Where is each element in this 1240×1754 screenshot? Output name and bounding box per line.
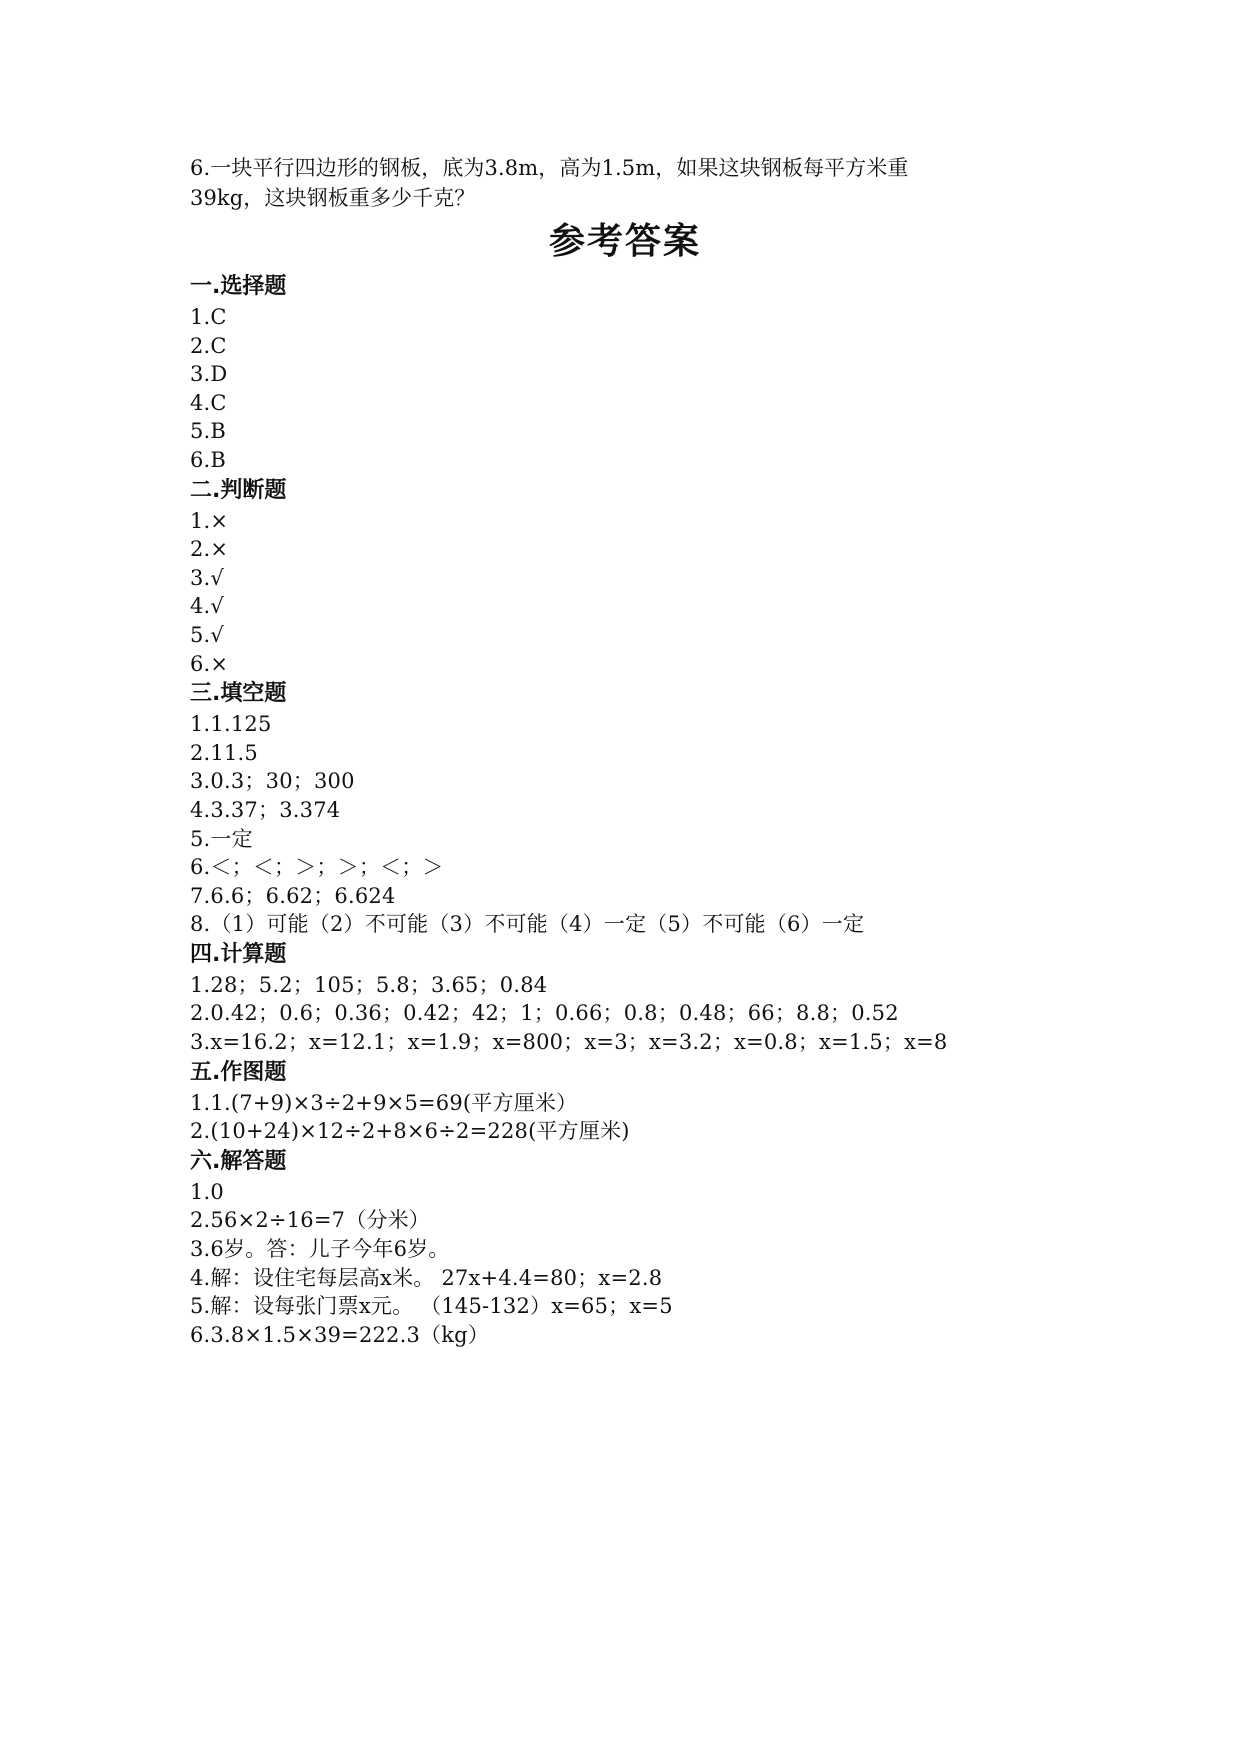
answer-line: 2.(10+24)×12÷2+8×6÷2=228(平方厘米) (190, 1119, 630, 1144)
answer-document (190, 154, 1090, 1349)
answer-line: 1.1.(7+9)×3÷2+9×5=69(平方厘米） (190, 1090, 578, 1115)
section-heading: 一.选择题 (190, 274, 287, 299)
answer-line: 6.＜；＜；＞；＞；＜；＞ (190, 855, 444, 880)
section-heading: 三.填空题 (190, 681, 287, 707)
answer-line: 6.B (190, 447, 227, 472)
answer-line: 2.0.42；0.6；0.36；0.42；42；1；0.66；0.8；0.48；66；8.8；0.52 (190, 1001, 899, 1026)
section-heading: 六.解答题 (190, 1148, 287, 1174)
answer-line: 2.C (190, 333, 227, 358)
answer-line: 3.6岁。答：儿子今年6岁。 (190, 1237, 450, 1262)
question-6-line-2: 39kg，这块钢板重多少千克？ (190, 185, 476, 210)
answer-line: 3.x=16.2；x=12.1；x=1.9；x=800；x=3；x=3.2；x=0.8；x=1.5；x=8 (190, 1030, 948, 1055)
section-fill-in-blank (190, 678, 1090, 939)
answer-line: 2.56×2÷16=7（分米） (190, 1208, 430, 1233)
answer-line: 3.D (190, 362, 228, 387)
answer-line: 6.× (190, 651, 229, 676)
answer-line: 5.一定 (190, 826, 253, 851)
answer-line: 3.√ (190, 565, 225, 590)
answer-line: 1.1.125 (190, 712, 272, 737)
section-multiple-choice (190, 271, 1090, 475)
question-6-line-1: 6.一块平行四边形的钢板，底为3.8m，高为1.5m，如果这块钢板每平方米重 (190, 156, 909, 180)
section-heading: 四.计算题 (190, 941, 287, 967)
section-word-problems (190, 1146, 1090, 1350)
answer-line: 7.6.6；6.62；6.624 (190, 883, 396, 908)
answer-line: 5.√ (190, 622, 225, 647)
answer-line: 5.解：设每张门票x元。 （145-132）x=65；x=5 (190, 1294, 673, 1319)
section-drawing (190, 1057, 1090, 1146)
section-true-false (190, 475, 1090, 679)
answer-sections (190, 271, 1090, 1349)
answer-line: 8.（1）可能（2）不可能（3）不可能（4）一定（5）不可能（6）一定 (190, 912, 865, 937)
answer-line: 3.0.3；30；300 (190, 769, 355, 794)
answer-line: 1.× (190, 508, 229, 533)
answer-line: 4.解：设住宅每层高x米。 27x+4.4=80；x=2.8 (190, 1265, 663, 1290)
answer-line: 5.B (190, 419, 227, 444)
answer-line: 1.0 (190, 1179, 224, 1204)
answer-line: 1.28；5.2；105；5.8；3.65；0.84 (190, 972, 548, 997)
answer-line: 6.3.8×1.5×39=222.3（kg） (190, 1322, 490, 1347)
section-heading: 二.判断题 (190, 477, 287, 503)
answer-line: 2.× (190, 537, 229, 562)
section-calculation (190, 939, 1090, 1057)
section-heading: 五.作图题 (190, 1059, 287, 1085)
answer-key-title: 参考答案 (548, 221, 701, 262)
answer-line: 4.3.37；3.374 (190, 797, 341, 822)
question-6 (190, 154, 1090, 213)
answer-line: 4.√ (190, 594, 225, 619)
answer-line: 4.C (190, 390, 227, 415)
answer-line: 1.C (190, 305, 227, 329)
answer-line: 2.11.5 (190, 740, 258, 765)
